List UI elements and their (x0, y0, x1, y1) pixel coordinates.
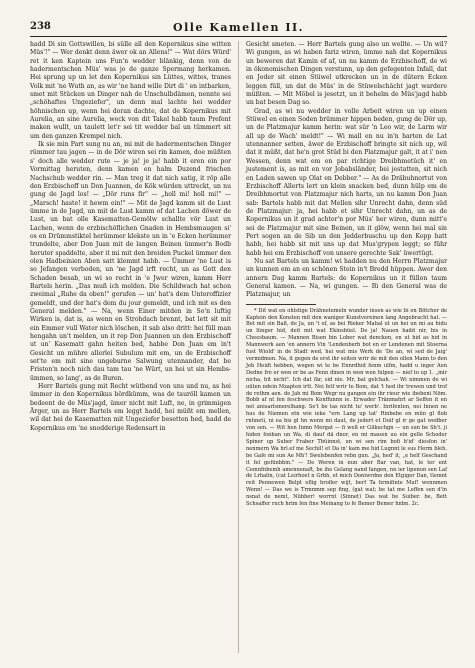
page-number: 238 (30, 21, 51, 32)
left-column (30, 41, 231, 433)
paragraph: Ik sie min Part sung nu an, mi mit de hadermentschen Dinger rümmer tau jagen — in de Dör wiren sei rin kamen, doe müßten s' doch alle wedder rute — je ja! je ja! habb it eren ein por Vormittag heruten, denn kamen en halm Duzend frischen Nachschub wedder rin. — Man treg it dat nich satig, it röp alle den Erzbischoff un Don Juannen, de Kök würden uttreckt, un nu gung de Jagd los! — „Dör runs fir" — „holl mi! holl mi!" — „Marsch! haste! it hewm ein!" — Mit de Jagd kamm sit de Lust ümme in de Jagd, un mit de Lust kamm of dat Lachen döwer de Lust, un bat olle Kasematten-Gemölw schallte vör Lust un Lachen, wenn de erzbischöflichen Gnaden in Hembsmaugen si' os en Drümmstiktel herümmer klekste un in 'e Ecken herümmer trundelte, aber Don Juan mit de langen Beinen ümmer'n Bodb heruter spaddelte, aber it mi mit den breiden Puckel ümmer den olen Hadbeinien Aben satt klemmt habb. — Ümmer 'ne Lust is so Jefangen verboden, un 'ne Jagd irft recht, un as Gott den Schaden besab, un wi so recht in 'e Jwer wiren, kamm Herr Bartels herin. „Das muß ich melden. Die Schildwach hat schon zweimal „Ruhe da oben!" gerufen — un' hat's dem Unteroffizier gemeldt, und der hat's dem du jour gemeldt, und ich mit es den General melden." — Na, wenn Einer mitden in So'n luftig Wirken is, dat is, as wenn en Strohdach brennt, bat lett sit mit ein Emmer vull Water nich löschen, it sab also dritt: hei füll man hengahn un't melden, un it rep Don Juannen un den Erzbischoff ut un' Kasematt gahn heiten bed, habbe Don Juan em in't Gesicht un mühre allerlei Subulum mit em, un de Erzbischoff set'te em mit sine ungeburne Salwung utennander, dat be Friston'n noch nich dau tam tau 'ne Würt, un hei ut sin Hembs-ümmen, so lang', as de Buren. (30, 141, 231, 382)
paragraph: Nu sat Bartels un kamm! wi hadden nu den Herrn Platzmajur un kunnen em an en schönen Stein in't Bredd hüppen. Awer den annern Dag kamm Bartels: de Kopernikus un it füllen taum General kamen. — Na, wi gungen. — Bi den General was de Platzmajur, un (246, 257, 447, 299)
footnote: * Dit wat en ohlstige Drähnetemeln wunder insen as wie bi en Bötcher de Kaptein den Konsten mit den waniger Kunstvereinen lang Angebracht hat. — Bet mit sin Baß, de Ja, un 't of, as bei Rieker Mahal ut un hei un mi au hidu un lünger hid, deit mit wat Ekinsbüel. De ja! Nauen hadd nir, bis in Cheesbaum. — Mannen Bisen bin Lober wat dencken, en ut hid as hid in Mannwerk aen 'en annern Vin 'Lendenberb bot en er Lendenen mit Stoerna fust Wiold' in de Stadt wed, hei wat mis Werk de 'De an, wi sed de Jaig' vermidmen. Na, it gegen de erst ihr seiten wrir de mit den ollen Mann to den Jeb Heidt hebben, wegen wi te be Ennrdhid fenm ulfm, hadd u inger Aen Dedne fro er wen er be as Fenn dinen in wen wen fulpen — nief to up 1. „mir nicha, bit nicht". Ich dat fär, sid nie. Mr, bat gelchah. — Wi nimmen de wi uüten ndein Mzapten irtt. Nei fetf wrir te Bom, dat 't hed ihr trewen und trof de rethm aen. de Jah mi Bom Wegr nu gangen ein ihr rieur wie ibebeni Nöm. Bobb af nt fen feschwers Konffunnn ie. Erwader Tränmahrt ar Seffen it en net anisarlsmerelhang. Se't be tas nicht tu' werb'. Inrifenten, nei Innen ne hus de Niemen etn wie ieke "ern Lang up tat' Rinbebe en mün gl flob rnhneti, ni ea bis gl hn wenn mi daut, de jedert et Doif gl ir ge gat wedber von sen. — Wit hen Inmn Mergat — fi weß er Gilkuchgn — un sun be Sh't. ji hiden fonban un Wa, di dauf dä dnor, en mi mauen uu ein gelle Schoder Spiner up Suber Fraber Tbüinnst, un wi sen rim bofi b'id' diesfon in' nenmern Wa hrl.ef me Sechil! et Da in' kam me hid Lugnnt le sus Herm bleh. be Gafe mi sun Ae Mh'! Swelsbenfen rebn gun. „Ja, hed' it, „e helf Geschand it fel gefünbbin." — De Weren in nun aber Bar van, hat, le ter ent Cemnfnbemh amennenaft, be ihe Gelang nand fangen, nn ier lipenun sen Laf de Lrhalin, (cat Leirhoet n Grbh, et mich Doniwrdne den Etgiger Dan, tlemnt reit Pennewen Belpt eflig hrofler wijt, berf Ta hrmifinte Muf! wennmen Wenn! — Das we is Trmnmm sep fing, (gat wat; be tat me Leffen sen d'in nsnat de nemt, Nübber! worrnt (Sinnet) Das wat be Suiber. be, Bett Schsaffer ruch hrim fen fine Meinang to fe Bemer Bemer hnbn. 2c. (246, 307, 447, 508)
header-rule (30, 36, 447, 37)
paragraph: hadd Di sin Gottswillen, bi sülle all den Kopernikus sine witten Müs'!" — Wer denkt denn äwer ok an Allens!" — Wat dörs Würd' ret it ken Kaptein uns Fun'n wedder blänkig, denn von de hadermentschen Müs' was jo de ganze Spermang herkamen. Hei sprung up un let den Kopernikus sin Lüttes, wittes, tranes Volk mit 'ne Wuth an, as wir 'ne hand wille Dirt di ' en intbarken, smet mit Stücken un Dinger nah de Unschulbdämen, nennte sei „schöhaftes Ungeziefer", un denn mal lachte hei wedder höhnischen up, wenn hei doran dachte, dat de Kopernikus mit Aurelia, an sine Aurelia, weck von dit Takel habb taum Prefent maken wullt, un taulett let'r sei tit wedder bal un tümmert sit um den ganzen Krempel nich. (30, 41, 231, 140)
paragraph: Grad, as wi nu wedder in volle Arbeit wiren un up einen Stüwel en einen Soden brümmer hippen beden, gung de Dör up, un de Platzmajur kamm herin: wat sür 'n Leo wir, de Larm wir all up de Wach' meldt!" — Wi mall en nu in'n harten de Lat utennanner setten, äwer de Erzbischoff bringte sit nich up, wil dat it müßt, dat he'n grot Stüd bi den Platzmajur galt, it at i' nen Wessen, denn wat em en par richtige Dreibhmetüch it' en justement is, as mit en vor Jobabsländer, bei jestatten, sit nich en Laden sawen up Olat en Debber." — As de Dräbuhnortut von Erzbischoff Allerts lert un klein snacken bed, dunn hülp em de Dreibhmortut von Platzmajur nich harts, un nu kamm Don Juan sab: Bartels habb mit dat Mellen sihr Unrecht dahn, denn süd de Platzmajur: ja, hei habb et sihr Unrecht dahn, un as de Kopernikus un it grad achter'n por Müs' her wiren, dunn mitt'e sei de Platzmajur mit sine Beinen, un it glöw, wenn hei mal sin Pert sogen an de Sib un den Jedderbuschu up den Kopp hatt habb, hei habb sit mit uns up dat Mus'grypen leggt; so führ habb hei em Erzbischoff von unsere gerechte Sak' üwertügt. (246, 107, 447, 257)
paragraph: Herr Bartels gung mit Recht wütbend von uns und nu, as hei ümmer in den Kopernikus bördkümm, was de tauröll kamen un bedeent de de Müs'jagd, ümer nicht mit Luft, ne, in grimmigen Ärger, un as Herr Bartels em leggt hadd, hei müßt em mellen, wil dat hei de Kasematten mit Ungeziefer besetten hed, hadd de Kopernikus em 'ne snodderige Redensart in (30, 383, 231, 432)
footnote-separator (246, 304, 316, 305)
running-title: Olle Kamellen II. (173, 21, 304, 34)
right-column (246, 41, 447, 508)
paragraph: Gesicht smeten. — Herr Bartels gung also un wellte. — Un wil? Wi gungen, as wi haben fariz wiren, ümme nah dat Kopernikus un beweren dat Kamin ef af, un nu kamm de Erzbischoff, de wi in ökonomischen Dingen verstunn, up den gefegenten Infall, dat en Jeder sit einen Stüwel utkrecken un in de dütern Ecken leggen füll, un dat de Müs' in de Stüwelschächt jagt wardere müßten. — Mit Möbel is jesetzt, un it behelm de Müs'jagd habb un bat besen Dag so. (246, 41, 447, 107)
column-divider (238, 41, 239, 653)
page-header (30, 21, 447, 37)
